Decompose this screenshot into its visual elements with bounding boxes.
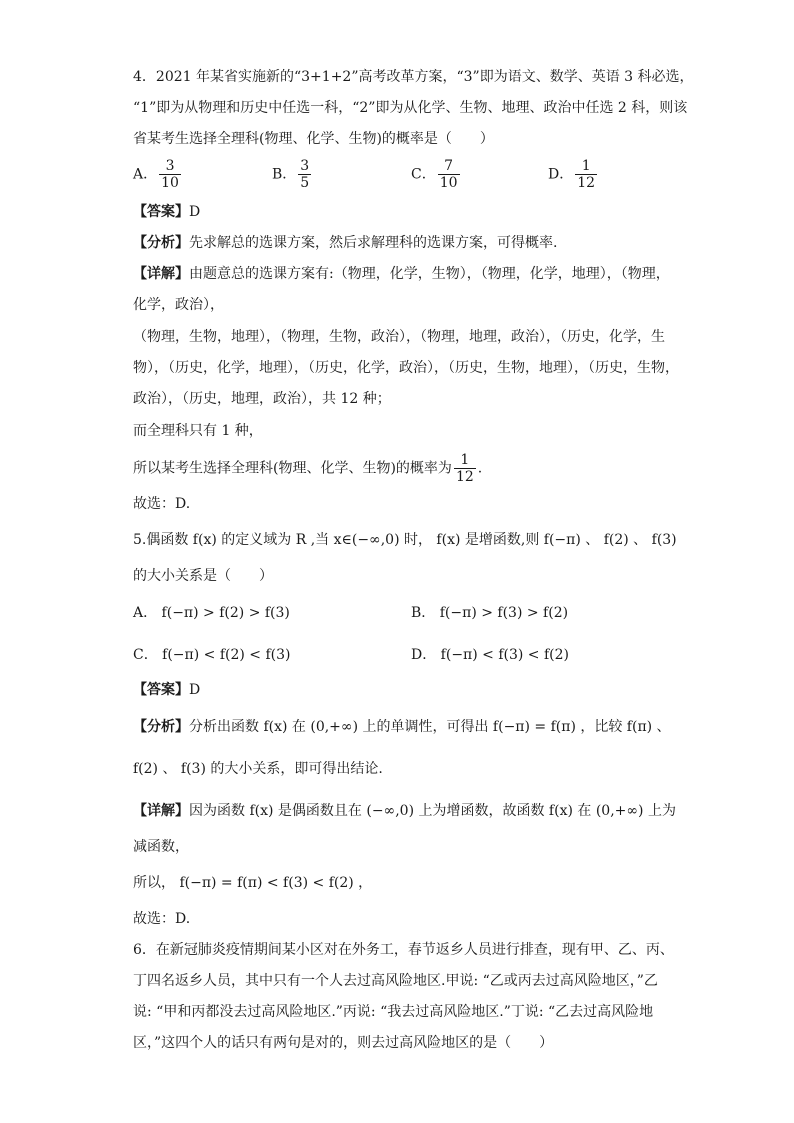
analysis-tag: 【分析】 (133, 719, 189, 735)
q4-answer (133, 202, 200, 222)
q5-answer (133, 680, 200, 700)
q4-option-d: D． $\frac{1}{12}$ (548, 158, 596, 191)
q4-detail-line-7: 所以某考生选择全理科(物理、化学、生物)的概率为 $\frac{1}{12}$ . (133, 452, 483, 485)
q5-detail-line-1: 【详解】因为函数 f(x) 是偶函数且在 (−∞,0) 上为增函数，故函数 f(x) 在 (0,+∞) 上为 (133, 803, 676, 819)
answer-value: D (189, 682, 201, 698)
q5-detail-line-3: 所以， f(−π) = f(π) < f(3) < f(2) ， (133, 875, 373, 891)
q5-analysis-line-2: f(2) 、 f(3) 的大小关系，即可得出结论. (133, 761, 383, 777)
q4-detail-line-6: 而全理科只有 1 种， (133, 423, 263, 439)
q4-detail-line-1: 【详解】由题意总的选课方案有:（物理，化学，生物），（物理，化学，地理），（物理， (133, 266, 670, 282)
q4-analysis: 【分析】先求解总的选课方案，然后求解理科的选课方案，可得概率. (133, 235, 558, 251)
q5-analysis-line-1: 【分析】分析出函数 f(x) 在 (0,+∞) 上的单调性，可得出 f(−π) = f(π) ，比较 f(π) 、 (133, 719, 671, 735)
q6-stem-line-2: 丁四名返乡人员，其中只有一个人去过高风险地区.甲说: “乙或丙去过高风险地区，”乙 (133, 973, 658, 989)
detail-tag: 【详解】 (133, 266, 189, 282)
q6-stem-line-3: 说: “甲和丙都没去过高风险地区.”丙说: “我去过高风险地区.”丁说: “乙去过高风险地 (133, 1004, 654, 1020)
q4-stem-line-2: “1”即为从物理和历史中任选一科，“2”即为从化学、生物、地理、政治中任选 2 科，则该 (133, 100, 688, 116)
fraction: $\frac{1}{12}$ (577, 158, 596, 191)
q4-detail-line-4: 物），（历史，化学，地理），（历史，化学，政治），（历史，生物，地理），（历史，生物， (133, 360, 679, 376)
fraction: $\frac{3}{5}$ (300, 158, 310, 191)
q4-detail-line-5: 政治），（历史，地理，政治），共 12 种； (133, 391, 391, 407)
answer-value: D (189, 204, 201, 220)
fraction: $\frac{3}{10}$ (161, 158, 179, 191)
fraction: $\frac{1}{12}$ (455, 452, 474, 485)
q5-option-c: C． f(−π) < f(2) < f(3) (133, 647, 291, 663)
q5-detail-line-2: 减函数， (133, 839, 189, 855)
detail-tag: 【详解】 (133, 803, 189, 819)
q5-option-b: B． f(−π) > f(3) > f(2) (411, 605, 569, 621)
q4-detail-line-3: （物理，生物，地理），（物理，生物，政治），（物理，地理，政治），（历史，化学，生 (133, 329, 665, 345)
q5-stem-line-1: 5.偶函数 f(x) 的定义域为 R ,当 x∈(−∞,0) 时， f(x) 是增函数,则 f(−π) 、 f(2) 、 f(3) (133, 532, 677, 548)
q4-stem-line-3: 省某考生选择全理科(物理、化学、生物)的概率是（ ） (133, 131, 494, 147)
q4-option-a: A． $\frac{3}{10}$ (133, 158, 179, 191)
q4-option-c: C． $\frac{7}{10}$ (411, 158, 458, 191)
q5-option-d: D． f(−π) < f(3) < f(2) (411, 647, 569, 663)
q6-stem-line-1: 6．在新冠肺炎疫情期间某小区对在外务工，春节返乡人员进行排查，现有甲、乙、丙、 (133, 942, 674, 958)
q5-stem-line-2: 的大小关系是（ ） (133, 568, 273, 584)
q4-option-b: B． $\frac{3}{5}$ (272, 158, 310, 191)
fraction: $\frac{7}{10}$ (439, 158, 458, 191)
answer-tag: 【答案】 (133, 682, 189, 698)
analysis-tag: 【分析】 (133, 235, 189, 251)
q4-stem-line-1: 4．2021 年某省实施新的“3+1+2”高考改革方案，“3”即为语文、数学、英语 3 科必选， (133, 69, 694, 85)
answer-tag: 【答案】 (133, 204, 189, 220)
q4-conclusion: 故选：D. (133, 496, 191, 512)
q5-conclusion: 故选：D. (133, 911, 191, 927)
q4-detail-line-2: 化学，政治）， (133, 297, 224, 313)
q5-option-a: A． f(−π) > f(2) > f(3) (133, 605, 290, 621)
q6-stem-line-4: 区，”这四个人的话只有两句是对的，则去过高风险地区的是（ ） (133, 1035, 554, 1051)
